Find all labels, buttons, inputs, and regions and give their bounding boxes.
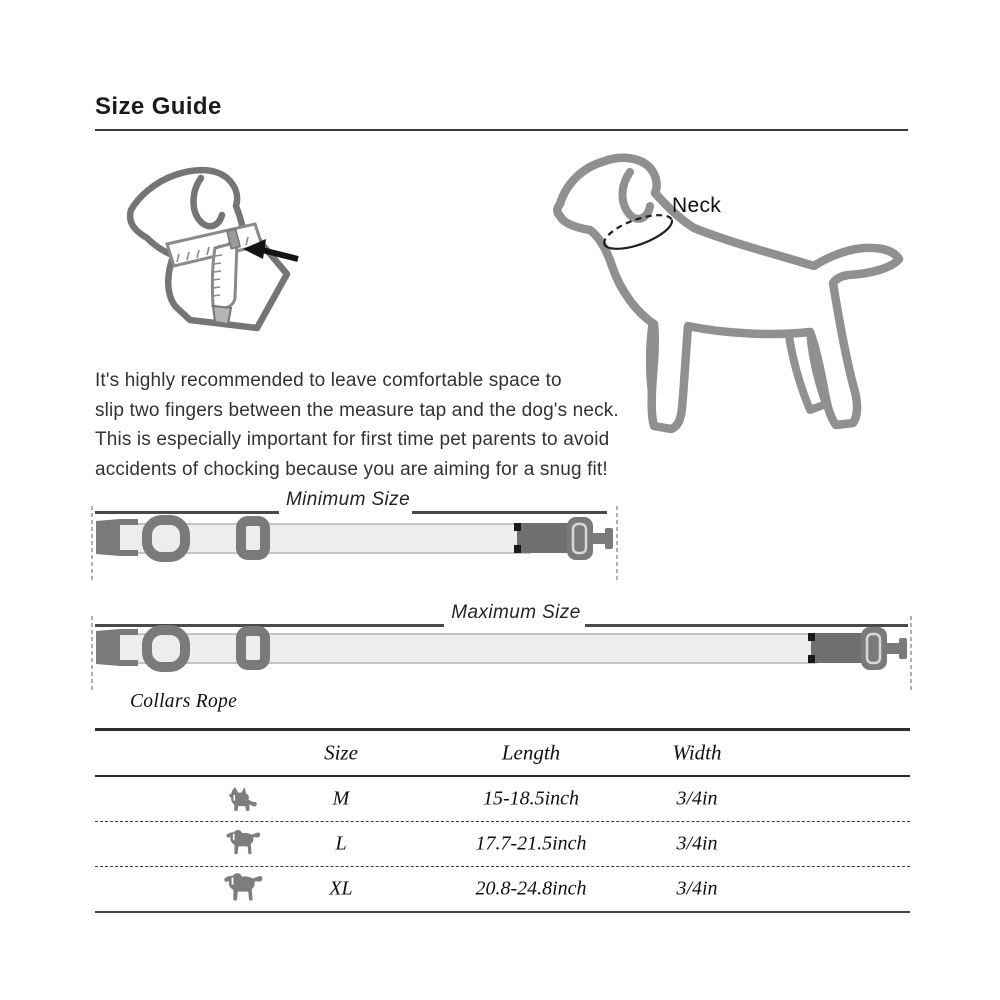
page-title: Size Guide: [95, 93, 222, 120]
dog-head-measuring-tape-illustration: [115, 150, 340, 355]
medium-dog-icon: [215, 829, 271, 860]
table-row: [95, 822, 910, 867]
size-value: M: [332, 787, 350, 810]
advisory-note: [95, 366, 619, 484]
size-value: L: [335, 832, 347, 855]
small-dog-icon: [215, 786, 271, 813]
table-row: [95, 777, 910, 822]
note-line: accidents of chocking because you are aiming for a snug fit!: [95, 458, 608, 480]
collars-rope-caption: Collars Rope: [130, 691, 238, 712]
width-value: 3/4in: [676, 787, 718, 810]
column-header-width: Width: [672, 740, 722, 765]
table-row: [95, 867, 910, 911]
length-value: 20.8-24.8inch: [475, 877, 587, 900]
length-value: 15-18.5inch: [482, 787, 580, 810]
minimum-size-label: Minimum Size: [285, 489, 411, 510]
maximum-collar-illustration: [90, 613, 914, 695]
length-value: 17.7-21.5inch: [475, 832, 587, 855]
note-line: slip two fingers between the measure tap and the dog's neck.: [95, 399, 619, 421]
neck-label: Neck: [672, 194, 722, 217]
note-line: It's highly recommended to leave comfortable space to: [95, 370, 562, 391]
width-value: 3/4in: [676, 877, 718, 900]
column-header-length: Length: [501, 740, 561, 765]
title-rule: [95, 129, 908, 131]
minimum-collar-illustration: [90, 503, 620, 585]
size-value: XL: [329, 877, 353, 900]
maximum-size-label: Maximum Size: [451, 602, 581, 623]
width-value: 3/4in: [676, 832, 718, 855]
size-table: [95, 728, 910, 913]
column-header-size: Size: [324, 740, 358, 765]
large-dog-icon: [215, 872, 271, 907]
note-line: This is especially important for first time pet parents to avoid: [95, 429, 610, 451]
table-header-row: [95, 731, 910, 777]
